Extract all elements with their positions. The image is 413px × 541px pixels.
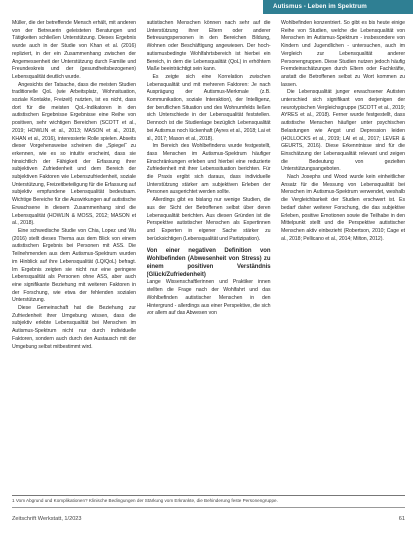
paragraph: Wohlbefinden konzentriert. So gibt es bis heute einige Reihe von Studien, welche die Lebensqualität von Menschen im Autismus-Spektrum - insbesondere von Kindern und Jugendlichen - untersuchen, auch im Vergleich zur Lebensqualität anderer Personengruppen. Diese Studien nutzen jedoch häufig Fremdeinschätzungen durch Eltern oder Fachkräfte, anstatt die Betroffenen selbst zu Wort kommen zu lassen. [281, 20, 405, 88]
paragraph: Nach Josephs und Wood wurde kein einheitlicher Ansatz für die Messung von Lebensqualität bei Menschen im Autismus-Spektrum verwendet, weshalb die Vergleichbarkeit der Studien erschwert ist. Es bedarf daher weiterer Forschung, die das subjektive Erleben, positive Emotionen sowie die Teilhabe in den Mittelpunkt stellt und die Perspektive autistischer Menschen aktiv einbezieht (Robertson, 2010; Cage et al., 2018; Pellicano et al., 2014; Milton, 2012). [281, 174, 405, 242]
running-header: Autismus - Leben im Spektrum [263, 0, 413, 14]
footer-divider [12, 507, 405, 508]
paragraph: Allerdings gibt es bislang nur wenige Studien, die aus der Sicht der Betroffenen selbst über deren Lebensqualität berichten. Aus diesen Gründen ist die Perspektive autistischer Menschen als Expertinnen und Experten in eigener Sache stärker zu berücksichtigen (Lebensqualität und Partizipation). [146, 197, 271, 242]
paragraph: Lange Wissenschaftlerinnen und Praktiker innen stellten die Frage nach der Wohlfahrt und das Wohlbefinden autistischer Menschen in den Hintergrund - allerdings aus einer Perspektive, die sich vor allem auf das Abwesen von [146, 279, 271, 317]
footnote-divider [12, 495, 405, 496]
paragraph: Angesichts der Tatsache, dass die meisten Studien traditionelle QoL (wie Arbeitsplatz, Wohnsituation, soziale Kontakte, Freizeit) nutzten, ist es nicht, dass dort für die meisten QoL-Indikatoren in den autistischen Ergebnisse Ergebnisse eine Reihe von positiven, sehr wichtigen Bereichen (SCOTT et al., 2019; HOWLIN et al., 2013; MASON et al., 2018, KHAN et al., 2016), interessierte Rolle spielen. Abseits dieser Vorgehensweise scheinen die „Spiegel“ zu erkennen, wie es so intuitiv erscheint, dass sie hinsichtlich der Fähigkeit der Erfassung ihrer subjektiven Zufriedenheit und dem Bereich der subjektiven Faktoren wie Lebenszufriedenheit, soziale Unterstützung, Freizeitbeteiligung für die Erfassung auf subjektiv empfundene Lebensqualität bedeutsam. Wichtige Bereiche für die Auswirkungen auf autistische Erwachsene in diesem Zusammenhang sind die Lebensqualität (HOWLIN & MOSS, 2012; MASON et al., 2018). [12, 81, 136, 227]
paragraph: Die Lebensqualität junger erwachsener Autisten unterschied sich signifikant von derjenigen der neurotypischen Vergleichsgruppe (SCOTT et al., 2019; AYRES et al., 2018). Ferner wurde festgestellt, dass autistische Menschen häufiger unter psychischen Belastungen wie Angst und Depression leiden (HOLLOCKS et al., 2019; LAI et al., 2017; LEVER & GEURTS, 2016). Diese Erkenntnisse sind für die Einschätzung der Lebensqualität relevant und zeigen die Bedeutung von gezielten Unterstützungsangeboten. [281, 89, 405, 173]
page-number: 61 [398, 516, 405, 522]
paragraph: Im Bereich des Wohlbefindens wurde festgestellt, dass Menschen im Autismus-Spektrum häufiger Einschränkungen erleben und hierbei eine reduzierte Zufriedenheit mit ihrer Lebenssituation berichten. Für die Praxis ergibt sich daraus, dass individuelle Unterstützung stärker am subjektiven Erleben der Personen ausgerichtet werden sollte. [146, 143, 271, 196]
journal-name: Zeitschrift Werkstatt, 1/2023 [12, 516, 82, 522]
page-footer [12, 516, 405, 522]
paragraph: Es zeigte sich eine Korrelation zwischen Lebensqualität und mit mehreren Faktoren: Je nach Ausprägung der Autismus-Merkmale (z.B. Kommunikation, soziale Interaktion), der Intelligenz, der beruflichen Situation und des Wohnumfelds ließen sich Unterschiede in der Lebensqualität feststellen. Dennoch ist die Studienlage bezüglich Lebensqualität bei Autismus noch lückenhaft (Ayres et al., 2018; Lai et al., 2017; Mason et al., 2018). [146, 73, 271, 142]
section-heading: Von einer negativen Definition von Wohlbefinden (Abwesenheit von Stress) zu einem positiven Verständnis (Glück/Zufriedenheit) [146, 248, 271, 279]
column-middle [147, 20, 271, 490]
column-left [12, 20, 136, 490]
footnote: 1 Vom Abgrund und Komplikationen? Klinische Bedingungen der Stärkung vom Erkrankte, die Behinderung feste Personengruppe. [12, 498, 278, 503]
column-right [281, 20, 405, 490]
paragraph: Eine schwedische Studie von Chia, Lopez und Wu (2016) stellt dieses Thema aus dem Blick von einem autistischen Ergebnis bei Personen mit ASS. Die Teilnehmenden aus dem Autismus-Spektrum wurden im Hinblick auf ihre Lebensqualität (LQ/QoL) befragt. Im Ergebnis zeigten sie nicht nur eine geringere Lebensqualität als Personen ohne ASS, aber auch eine signifikante Beziehung mit weiteren Faktoren in der Forschung, wie etwa der fehlenden sozialen Unterstützung. [12, 227, 136, 304]
paragraph: Diese Gemeinschaft hat die Beziehung zur Zufriedenheit ihrer Umgebung wissen, dass die subjektiv erlebte Lebensqualität bei Menschen im Autismus-Spektrum nicht nur durch individuelle Faktoren, sondern auch durch den Austausch mit der Umgebung selbst mitbestimmt wird. [12, 305, 136, 350]
paragraph: autistischen Menschen können nach sehr auf die Unterstützung ihrer Eltern oder anderer Betreuungspersonen in den Bereichen Bildung, Wohnen oder Beschäftigung angewiesen. Der hoch-autismusbedingte Wohlfahrtsbereich ist hierbei ein Bereich, in dem die Lebensqualität (QoL) in erhöhtem Maße beeinträchtigt sein kann. [146, 20, 271, 73]
paragraph: Müller, die der betreffende Mensch erhält, mit anderen von der Betreuerin geleisteten Beratungen und Tätigkeiten schließen Unterstützung. Dieses Ergebnis wurde auch in der Studie von Khan et al. (2016) repliziert, in der ein Zusammenhang zwischen der Angemessenheit der Unterstützung durch Familie und Freundeskreis und der (gesundheitsbezogenen) Lebensqualität deutlich wurde. [12, 20, 136, 80]
article-body [12, 20, 405, 490]
